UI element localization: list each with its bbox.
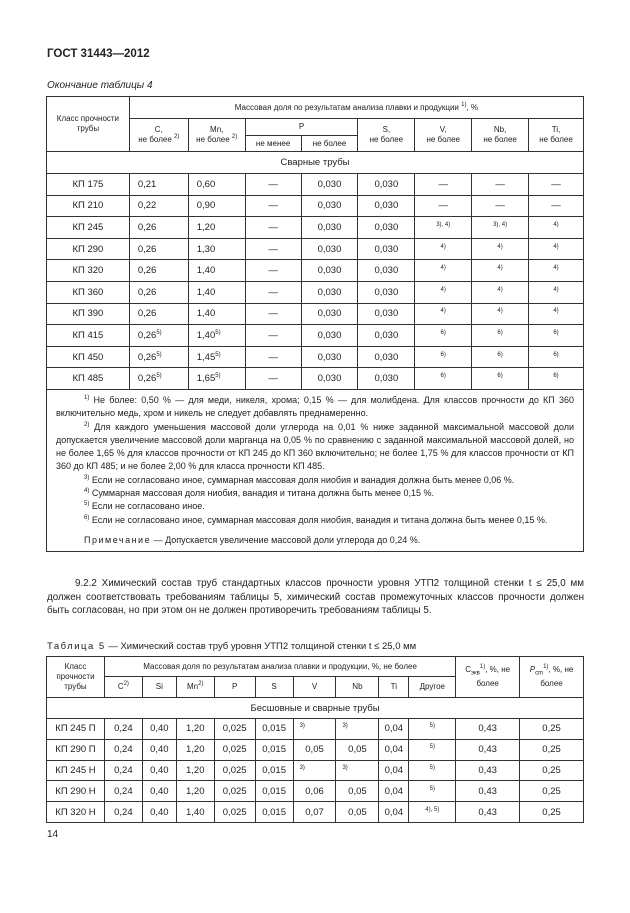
table-cell: КП 415 [47,325,130,347]
table-cell: — [245,174,301,196]
table-cell: 4) [415,260,472,282]
section-9-2-2-paragraph: 9.2.2 Химический состав труб стандартных классов прочности уровня УТП2 толщиной стенки t ≤ 25,0 мм должен соответствовать требованиям таблицы 5, химический состав промежуточных классов прочности должен быть согласован, но при этом он не должен противоречить требованиям таблицы 5. [47,578,584,616]
table-cell: 0,015 [255,719,293,740]
table-cell: 4) [472,281,529,303]
table-cell: 5) [409,739,456,760]
t5-mass-fraction-header: Массовая доля по результатам анализа плавки и продукции, %, не более [104,657,455,677]
table-row [47,260,584,282]
table-cell: 4) [415,303,472,325]
table-cell: 6) [415,325,472,347]
footnote: $^{4)}$ Суммарная массовая доля ниобия, ванадия и титана должна быть менее 0,15 %. [84,488,435,499]
table-cell: 0,030 [301,174,358,196]
table-row [47,238,584,260]
col-p-header: Р [245,119,358,136]
table-cell: КП 245 П [47,719,105,740]
col-p-max-header: не более [301,136,358,152]
table-cell: 0,26 [129,217,188,239]
table-row [47,303,584,325]
table-4-footnotes [47,389,584,551]
table-cell: — [245,325,301,347]
table-cell: 0,030 [358,368,415,390]
table-cell: 0,43 [456,802,520,823]
table-cell: КП 290 Н [47,781,105,802]
table-cell: 0,030 [301,368,358,390]
table-cell: 0,030 [358,281,415,303]
table-cell: 0,25 [520,760,584,781]
table-cell: 3), 4) [415,217,472,239]
footnote: $^{5)}$ Если не согласовано иное. [84,501,205,512]
table-cell: 6) [529,368,584,390]
table-cell: 3) [293,719,336,740]
table-cell: 0,06 [293,781,336,802]
table-cell: 0,030 [358,346,415,368]
footnote: $^{1)}$ Не более: 0,50 % — для меди, никеля, хрома; 0,15 % — для молибдена. Для классов прочности до КП 360 включительно медь, хром и никель не следует добавлять преднамеренно. [56,394,574,419]
table-cell: 6) [415,346,472,368]
table-cell: 0,07 [293,802,336,823]
table-cell: 0,26 [129,238,188,260]
col-v-header: V, не более [415,119,472,152]
table-cell: 0,26 [129,303,188,325]
table-row [47,760,584,781]
table-cell: 4), 5) [409,802,456,823]
table-cell: 1,20 [176,719,214,740]
table-cell: 0,25 [520,781,584,802]
table-5 [46,656,584,823]
table-cell: 0,40 [142,739,176,760]
col-p-min-header: не менее [245,136,301,152]
table-cell: 0,04 [379,719,409,740]
table-cell: 0,015 [255,781,293,802]
table-cell: КП 245 [47,217,130,239]
table-5-caption: Таблица 5 — Химический состав труб уровня УТП2 толщиной стенки t ≤ 25,0 мм [47,641,417,652]
table-cell: 0,030 [358,260,415,282]
table-cell: 0,025 [214,760,255,781]
mass-fraction-header: Массовая доля по результатам анализа плавки и продукции $^{1)}$, % [129,97,583,119]
table-cell: — [472,174,529,196]
table-cell: 0,030 [358,303,415,325]
table-cell: 1,40$^{5)}$ [188,325,245,347]
table-cell: 0,025 [214,719,255,740]
table-cell: 1,20 [176,739,214,760]
table-cell: 0,015 [255,760,293,781]
table-cell: — [529,174,584,196]
table-cell: 0,24 [104,719,142,740]
t5-col-header: V [293,677,336,698]
table-cell: 0,40 [142,802,176,823]
col-s-header: S, не более [358,119,415,152]
table-cell: — [245,281,301,303]
table-cell: КП 290 П [47,739,105,760]
table-cell: 0,43 [456,739,520,760]
table-cell: 0,21 [129,174,188,196]
table-cell: КП 175 [47,174,130,196]
table-cell: 1,20 [176,781,214,802]
table-cell: 0,26$^{5)}$ [129,368,188,390]
table-cell: 6) [529,325,584,347]
table-cell: 6) [472,368,529,390]
table-cell: 0,43 [456,781,520,802]
table-cell: 0,030 [301,281,358,303]
table-cell: 0,030 [301,238,358,260]
table-cell: КП 450 [47,346,130,368]
table-cell: 0,04 [379,802,409,823]
table-cell: 0,030 [358,217,415,239]
footnote: $^{2)}$ Для каждого уменьшения массовой доли углерода на 0,01 % ниже заданной максимальной массовой доли допускается увеличение массовой доли марганца на 0,05 % по сравнению с заданной максимальной массовой долей, но не более 1,65 % для классов прочности от КП 245 до КП 360 включительно; не более 1,75 % для классов прочности от КП 360 до КП 485; и не более 2,00 % для класса прочности КП 485. [56,421,574,472]
table-cell: 3) [336,760,379,781]
t5-col-header: Si [142,677,176,698]
table-cell: 0,030 [358,195,415,217]
t5-section-seamless-welded: Бесшовные и сварные трубы [47,698,584,719]
footnote: $^{3)}$ Если не согласовано иное, суммарная массовая доля ниобия и ванадия должна быть менее 0,06 %. [84,474,515,485]
table-cell: 0,90 [188,195,245,217]
table-cell: 4) [529,217,584,239]
table-cell: 0,40 [142,781,176,802]
table-cell: 3) [293,760,336,781]
table-cell: КП 390 [47,303,130,325]
t5-col-ceq-header: $C_{экв}^{1)}$, %, не более [456,657,520,698]
table-cell: 0,60 [188,174,245,196]
table-cell: 0,40 [142,760,176,781]
t5-col-header: Другое [409,677,456,698]
table-cell: 4) [415,238,472,260]
t5-col-pcm-header: $P_{cm}^{1)}$, %, не более [520,657,584,698]
table-cell: — [245,303,301,325]
table-cell: 6) [529,346,584,368]
table-cell: КП 360 [47,281,130,303]
t5-col-class-header: Класс прочности трубы [47,657,105,698]
table-cell: 4) [529,260,584,282]
table-cell: 0,25 [520,802,584,823]
t5-col-header: P [214,677,255,698]
table-cell: — [245,260,301,282]
table-cell: 1,40 [188,260,245,282]
document-header: ГОСТ 31443—2012 [47,48,150,60]
table-4 [46,96,584,552]
table-cell: 0,030 [301,217,358,239]
table-cell: 4) [529,238,584,260]
table-row [47,174,584,196]
table-cell: 0,030 [301,346,358,368]
table-cell: 0,04 [379,739,409,760]
col-nb-header: Nb, не более [472,119,529,152]
table-row [47,802,584,823]
table-cell: 4) [529,281,584,303]
table-cell: 0,015 [255,739,293,760]
table-cell: КП 245 Н [47,760,105,781]
table-cell: 0,04 [379,760,409,781]
col-c-header: С, не более $^{2)}$ [129,119,188,152]
page-number: 14 [47,829,59,840]
table-cell: 0,030 [358,325,415,347]
table-cell: КП 290 [47,238,130,260]
table-cell: 0,26 [129,281,188,303]
table-cell: КП 320 Н [47,802,105,823]
table-cell: 0,26$^{5)}$ [129,325,188,347]
table-cell: КП 485 [47,368,130,390]
table-cell: — [415,174,472,196]
table-cell: 6) [472,325,529,347]
table-cell: 1,20 [176,760,214,781]
col-class-header: Класс прочности трубы [47,97,130,152]
table-cell: 1,20 [188,217,245,239]
table-row [47,346,584,368]
section-welded-pipes: Сварные трубы [47,152,584,174]
table-cell: — [529,195,584,217]
table-cell: 0,04 [379,781,409,802]
table-cell: 0,24 [104,802,142,823]
table-cell: 6) [415,368,472,390]
table-cell: 1,40 [176,802,214,823]
table-cell: 4) [472,303,529,325]
table-row [47,368,584,390]
table-cell: 0,025 [214,802,255,823]
table-cell: 1,45$^{5)}$ [188,346,245,368]
table-row [47,325,584,347]
table-cell: 3), 4) [472,217,529,239]
t5-col-header: $C^{2)}$ [104,677,142,698]
table-cell: 1,30 [188,238,245,260]
table-row [47,281,584,303]
table-row [47,781,584,802]
table-row [47,195,584,217]
t5-col-header: Ti [379,677,409,698]
table-row [47,739,584,760]
table-cell: 5) [409,781,456,802]
table-cell: 0,05 [336,739,379,760]
table-cell: 0,43 [456,760,520,781]
table-cell: — [245,346,301,368]
table-cell: 1,40 [188,281,245,303]
table-cell: 0,05 [336,802,379,823]
table-cell: 0,030 [301,303,358,325]
t5-col-header: S [255,677,293,698]
table-cell: 1,65$^{5)}$ [188,368,245,390]
table-caption: Окончание таблицы 4 [47,80,153,91]
table-cell: — [245,238,301,260]
t5-col-header: Mn$^{2)}$ [176,677,214,698]
table-cell: 0,24 [104,760,142,781]
table-cell: 0,030 [301,260,358,282]
t5-col-header: Nb [336,677,379,698]
table-cell: 0,26$^{5)}$ [129,346,188,368]
table-cell: 0,030 [358,238,415,260]
table-cell: 0,26 [129,260,188,282]
table-row [47,217,584,239]
table-cell: — [245,217,301,239]
table-cell: 0,22 [129,195,188,217]
table-cell: 4) [415,281,472,303]
table-cell: — [472,195,529,217]
footnote: $^{6)}$ Если не согласовано иное, суммарная массовая доля ниобия, ванадия и титана должна быть менее 0,15 %. [84,514,548,525]
table-cell: 0,025 [214,739,255,760]
table-cell: 0,05 [293,739,336,760]
table-cell: 0,025 [214,781,255,802]
table-cell: КП 320 [47,260,130,282]
table-cell: 0,030 [301,325,358,347]
table-cell: 4) [472,238,529,260]
col-mn-header: Mn, не более $^{2)}$ [188,119,245,152]
table-cell: 0,43 [456,719,520,740]
table-cell: 4) [529,303,584,325]
table-cell: — [245,368,301,390]
col-ti-header: Ti, не более [529,119,584,152]
table-cell: 4) [472,260,529,282]
table-row [47,719,584,740]
table-cell: 0,030 [358,174,415,196]
table-cell: 5) [409,719,456,740]
table-cell: 0,25 [520,739,584,760]
table-cell: 0,24 [104,781,142,802]
table-cell: — [245,195,301,217]
table-cell: 0,05 [336,781,379,802]
table-cell: КП 210 [47,195,130,217]
table-cell: 1,40 [188,303,245,325]
table-cell: 0,015 [255,802,293,823]
table-cell: 0,030 [301,195,358,217]
table-cell: — [415,195,472,217]
table-cell: 0,24 [104,739,142,760]
table-cell: 6) [472,346,529,368]
table-cell: 0,40 [142,719,176,740]
table-4-note: Примечание — Допускается увеличение массовой доли углерода до 0,24 %. [84,534,421,545]
table-cell: 3) [336,719,379,740]
table-cell: 5) [409,760,456,781]
table-cell: 0,25 [520,719,584,740]
